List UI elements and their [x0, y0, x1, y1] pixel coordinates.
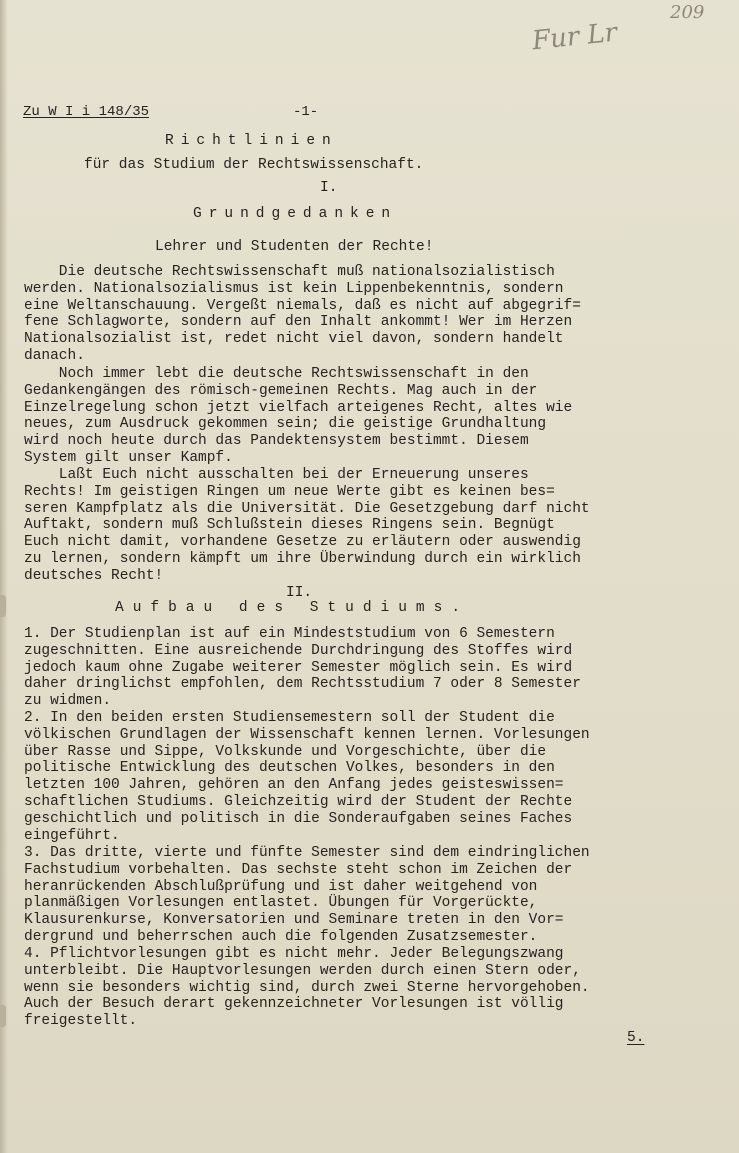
- text-line: werden. Nationalsozialismus ist kein Lippenbekenntnis, sondern: [24, 280, 564, 297]
- numbered-item: [24, 626, 704, 710]
- text-line: wird noch heute durch das Pandektensystem bestimmt. Diesem: [24, 433, 529, 450]
- text-line: zu widmen.: [24, 693, 112, 710]
- text-line: fene Schlagworte, sondern auf den Inhalt ankommt! Wer im Herzen: [24, 314, 573, 331]
- paragraph: [24, 467, 704, 585]
- catchword: 5.: [627, 1030, 645, 1046]
- text-line: Auch der Besuch derart gekennzeichneter Vorlesungen ist völlig: [24, 996, 564, 1013]
- document-title: Richtlinien: [165, 133, 338, 149]
- text-line: Noch immer lebt die deutsche Rechtswissenschaft in den: [24, 366, 529, 382]
- text-line: daher dringlichst empfohlen, dem Rechtsstudium 7 oder 8 Semester: [24, 676, 581, 693]
- text-line: schaftlichen Studiums. Gleichzeitig wird der Student der Rechte: [24, 793, 573, 810]
- text-line: danach.: [24, 347, 85, 364]
- punch-hole: [0, 595, 6, 617]
- section-2-numeral: II.: [286, 585, 313, 601]
- text-line: letzten 100 Jahren, gehören an den Anfang jedes geisteswissen=: [24, 777, 564, 794]
- text-line: Einzelregelung schon jetzt vielfach arteigenes Recht, altes wie: [24, 399, 573, 416]
- text-line: heranrückenden Abschlußprüfung und ist daher weitgehend von: [24, 878, 538, 895]
- text-line: Laßt Euch nicht ausschalten bei der Erneuerung unseres: [24, 467, 529, 483]
- text-line: deutsches Recht!: [24, 567, 164, 584]
- document-subtitle: für das Studium der Rechtswissenschaft.: [84, 157, 424, 173]
- text-line: Gedankengängen des römisch-gemeinen Rechts. Mag auch in der: [24, 382, 538, 399]
- text-line: zugeschnitten. Eine ausreichende Durchdringung des Stoffes wird: [24, 642, 573, 659]
- section-1-numeral: I.: [320, 180, 338, 196]
- numbered-item: [24, 845, 704, 946]
- text-line: 4. Pflichtvorlesungen gibt es nicht mehr. Jeder Belegungszwang: [24, 946, 564, 962]
- text-line: eine Weltanschauung. Vergeßt niemals, daß es nicht auf abgegrif=: [24, 297, 581, 314]
- text-line: über Rasse und Sippe, Volkskunde und Vorgeschichte, über die: [24, 743, 547, 760]
- paragraph: [24, 366, 704, 467]
- numbered-item: [24, 710, 704, 844]
- page-edge-shadow: [0, 0, 8, 1153]
- text-line: 2. In den beiden ersten Studiensemestern soll der Student die: [24, 710, 555, 726]
- folio-number: 209: [670, 2, 705, 23]
- text-line: neues, zum Ausdruck gekommen sein; die geistige Grundhaltung: [24, 416, 547, 433]
- text-line: freigestellt.: [24, 1013, 138, 1030]
- text-line: dergrund und beherrschen auch die folgenden Zusatzsemester.: [24, 928, 538, 945]
- text-line: Rechts! Im geistigen Ringen um neue Werte gibt es keinen bes=: [24, 483, 555, 500]
- text-line: Klausurenkurse, Konversatorien und Seminare treten in den Vor=: [24, 912, 564, 929]
- text-line: geschichtlich und politisch in die Sonderaufgaben seines Faches: [24, 810, 573, 827]
- text-line: 1. Der Studienplan ist auf ein Mindeststudium von 6 Semestern: [24, 626, 555, 642]
- text-line: System gilt unser Kampf.: [24, 449, 233, 466]
- section-1-heading: Grundgedanken: [193, 206, 398, 222]
- punch-hole: [0, 1005, 6, 1027]
- text-line: völkischen Grundlagen der Wissenschaft kennen lernen. Vorlesungen: [24, 726, 590, 743]
- text-line: Nationalsozialist ist, redet nicht viel davon, sondern handelt: [24, 331, 564, 348]
- text-line: seren Kampfplatz als die Universität. Die Gesetzgebung darf nicht: [24, 500, 590, 517]
- text-line: Die deutsche Rechtswissenschaft muß nationalsozialistisch: [24, 264, 555, 280]
- text-line: Fachstudium vorbehalten. Das sechste steht schon im Zeichen der: [24, 861, 573, 878]
- text-line: planmäßigen Vorlesungen entlastet. Übungen für Vorgerückte,: [24, 895, 538, 912]
- text-line: jedoch kaum ohne Zugabe weiterer Semester möglich sein. Es wird: [24, 659, 573, 676]
- page-number: -1-: [293, 104, 319, 120]
- text-line: Euch nicht damit, vorhandene Gesetze zu erläutern oder auswendig: [24, 534, 581, 551]
- salutation: Lehrer und Studenten der Rechte!: [155, 239, 434, 255]
- text-line: politische Entwicklung des deutschen Volkes, besonders in den: [24, 760, 555, 777]
- numbered-item: [24, 946, 704, 1030]
- reference-number: Zu W I i 148/35: [23, 104, 150, 120]
- handwritten-note: Fur Lr: [530, 17, 619, 57]
- text-line: Auftakt, sondern muß Schlußstein dieses Ringens sein. Begnügt: [24, 517, 555, 534]
- text-line: eingeführt.: [24, 827, 120, 844]
- text-line: zu lernen, sondern kämpft um ihre Überwindung durch ein wirklich: [24, 550, 581, 567]
- text-line: wenn sie besonders wichtig sind, durch zwei Sterne hervorgehoben.: [24, 979, 590, 996]
- text-line: 3. Das dritte, vierte und fünfte Semester sind dem eindringlichen: [24, 845, 590, 861]
- section-2-heading: Aufbau des Studiums.: [115, 600, 470, 616]
- paragraph: [24, 264, 704, 365]
- text-line: unterbleibt. Die Hauptvorlesungen werden durch einen Stern oder,: [24, 962, 581, 979]
